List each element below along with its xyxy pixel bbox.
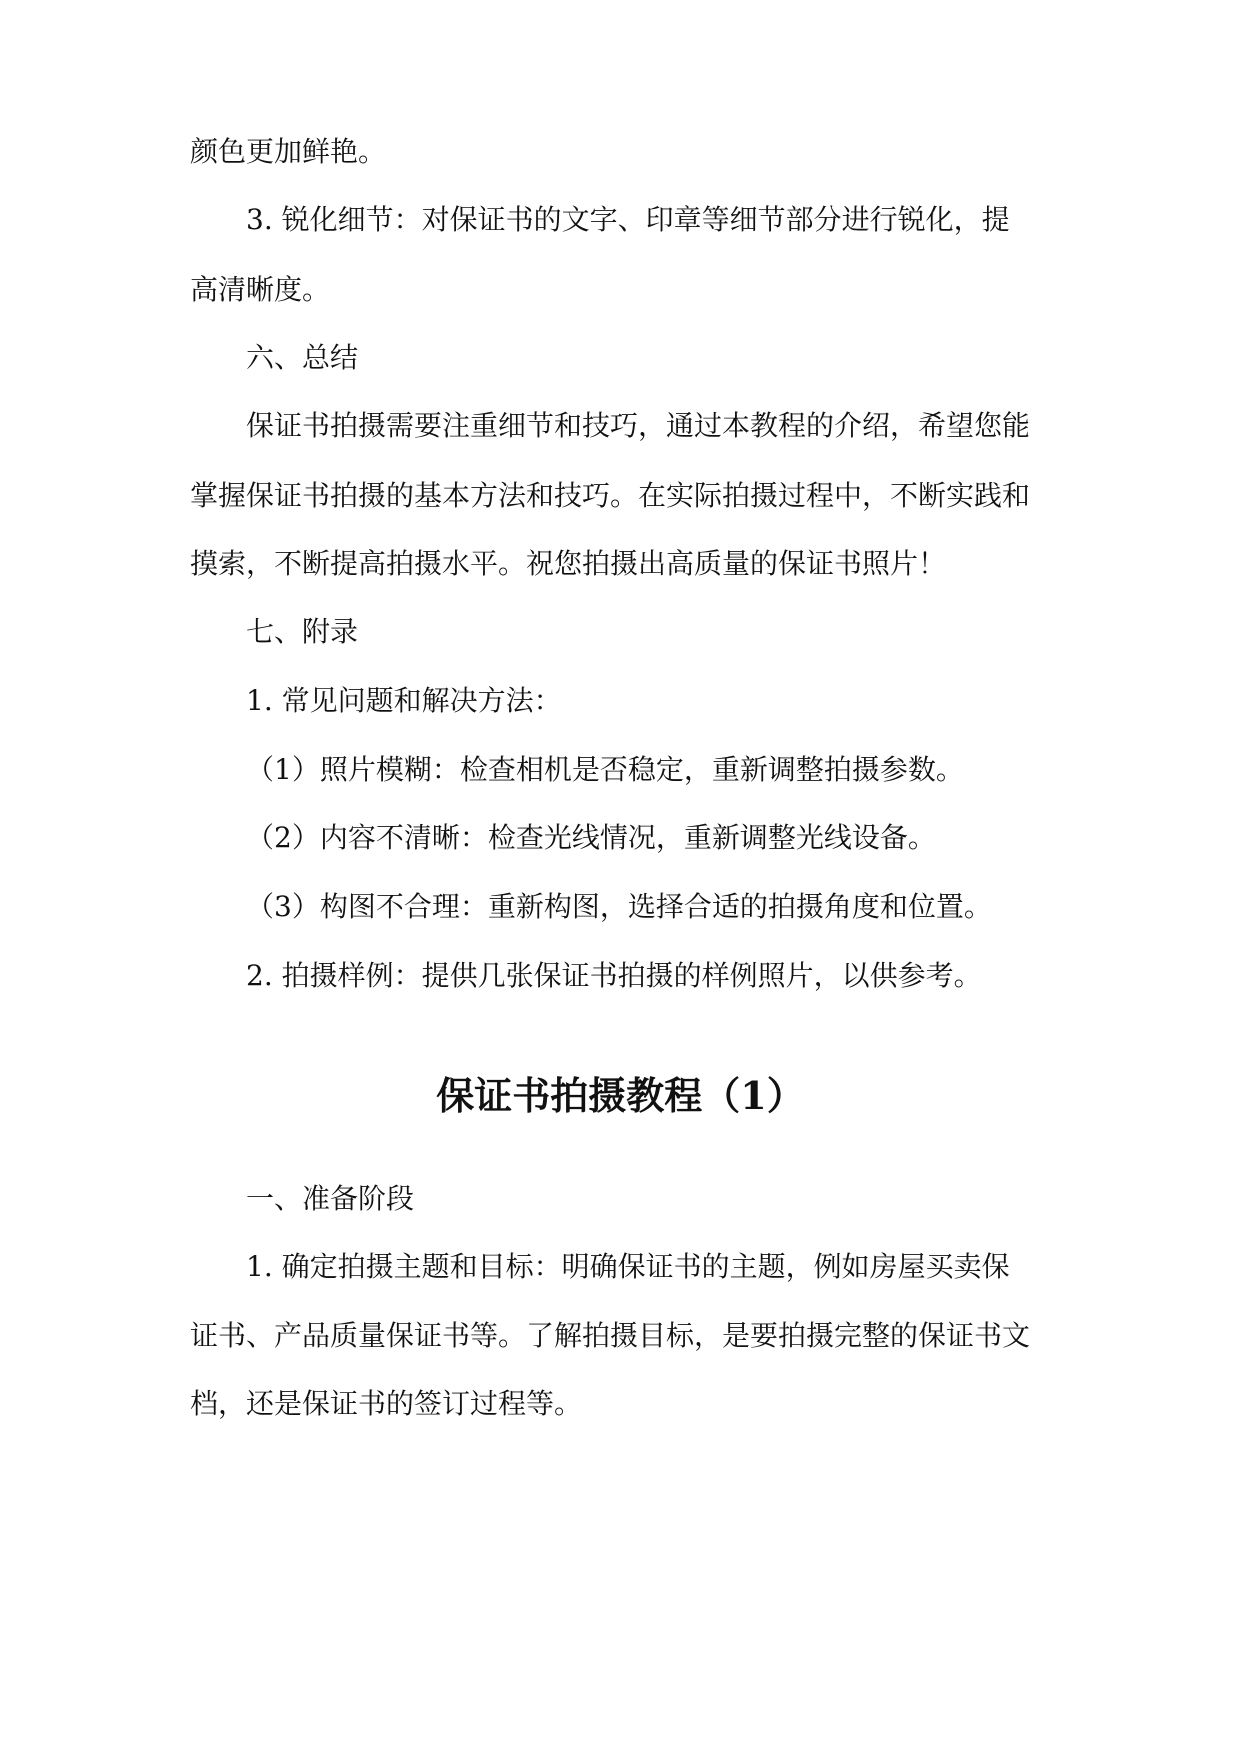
- summary-paragraph-line-1: 保证书拍摄需要注重细节和技巧，通过本教程的介绍，希望您能: [246, 409, 1031, 442]
- summary-paragraph-line-2: 掌握保证书拍摄的基本方法和技巧。在实际拍摄过程中，不断实践和: [190, 479, 1031, 512]
- paragraph-continuation: 颜色更加鲜艳。: [190, 135, 387, 168]
- section-heading-summary: 六、总结: [246, 341, 359, 374]
- appendix-subitem-1: （1）照片模糊：检查相机是否稳定，重新调整拍摄参数。: [246, 753, 964, 786]
- prep-item-1-line-1: 1. 确定拍摄主题和目标：明确保证书的主题，例如房屋买卖保: [246, 1250, 1010, 1283]
- list-item-3-line-1: 3. 锐化细节：对保证书的文字、印章等细节部分进行锐化，提: [246, 203, 1010, 236]
- list-item-3-line-2: 高清晰度。: [190, 273, 331, 306]
- appendix-item-1: 1. 常见问题和解决方法：: [246, 684, 562, 717]
- document-title: 保证书拍摄教程（1）: [436, 1073, 805, 1118]
- section-heading-preparation: 一、准备阶段: [246, 1182, 415, 1215]
- appendix-subitem-2: （2）内容不清晰：检查光线情况，重新调整光线设备。: [246, 821, 936, 854]
- appendix-subitem-3: （3）构图不合理：重新构图，选择合适的拍摄角度和位置。: [246, 890, 992, 923]
- prep-item-1-line-3: 档，还是保证书的签订过程等。: [190, 1387, 583, 1420]
- summary-paragraph-line-3: 摸索，不断提高拍摄水平。祝您拍摄出高质量的保证书照片！: [190, 547, 947, 580]
- prep-item-1-line-2: 证书、产品质量保证书等。了解拍摄目标，是要拍摄完整的保证书文: [190, 1319, 1031, 1352]
- appendix-item-2: 2. 拍摄样例：提供几张保证书拍摄的样例照片，以供参考。: [246, 959, 982, 992]
- section-heading-appendix: 七、附录: [246, 615, 359, 648]
